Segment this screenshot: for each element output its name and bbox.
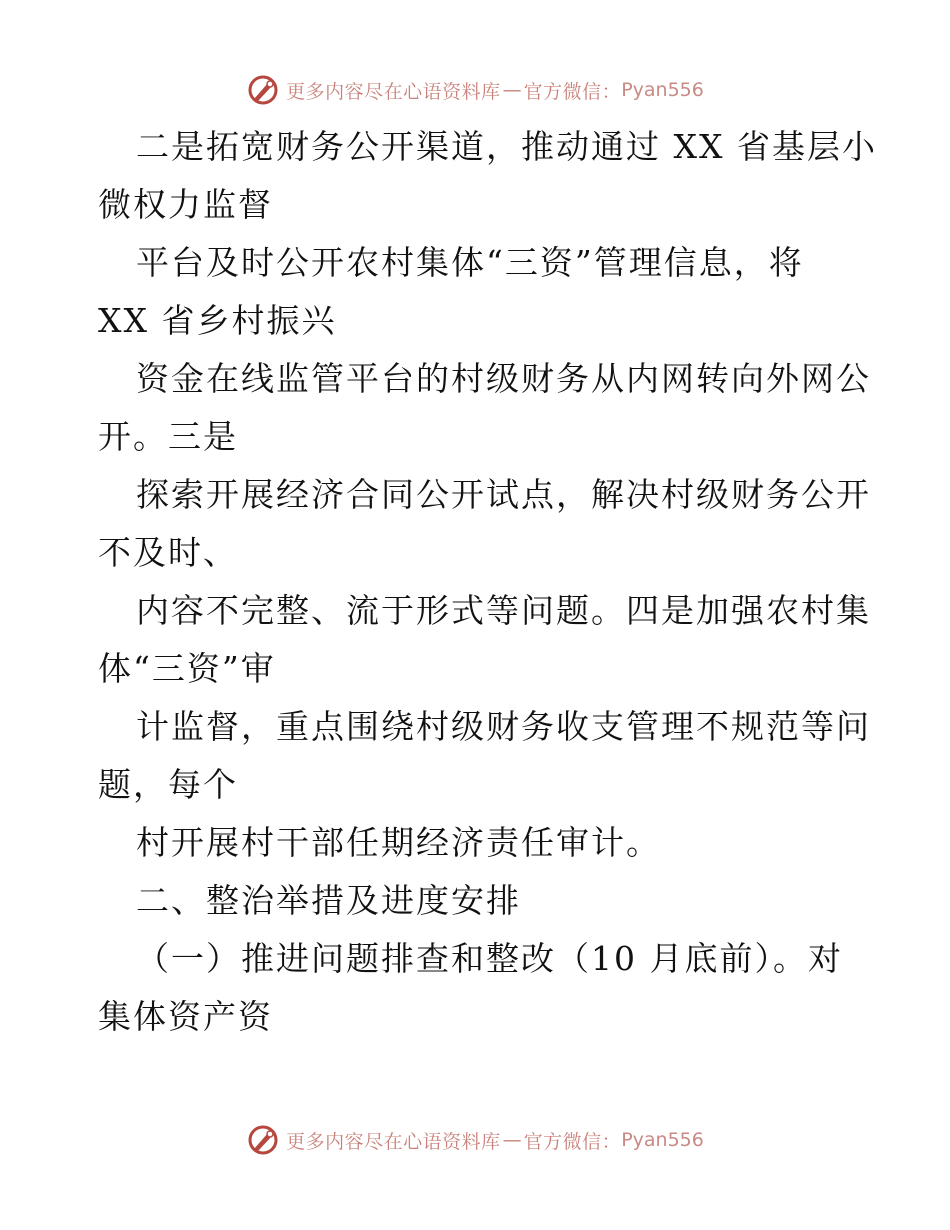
text-line: 探索开展经济合同公开试点，解决村级财务公开 <box>136 475 871 514</box>
watermark-separator: — <box>502 79 522 101</box>
watermark-account: Pyan556 <box>621 79 704 101</box>
text-line: （一）推进问题排查和整改（10 月底前）。对 <box>136 939 843 978</box>
header-watermark <box>0 70 950 110</box>
watermark-suffix: 官方微信： <box>523 1130 622 1153</box>
text-line: 微权力监督 <box>98 185 273 224</box>
text-line: 内容不完整、流于形式等问题。四是加强农村集 <box>136 591 871 630</box>
text-line: 计监督，重点围绕村级财务收支管理不规范等问 <box>136 707 871 746</box>
pen-nib-seal-icon <box>246 73 280 107</box>
text-line: 二是拓宽财务公开渠道，推动通过 XX 省基层小 <box>136 127 877 166</box>
watermark-account: Pyan556 <box>621 1129 704 1151</box>
text-line: 不及时、 <box>98 533 238 572</box>
text-line: 开。三是 <box>98 417 238 456</box>
watermark-separator: — <box>502 1129 522 1151</box>
footer-watermark <box>0 1120 950 1160</box>
watermark-suffix: 官方微信： <box>523 80 622 103</box>
text-line: 平台及时公开农村集体“三资”管理信息，将 <box>136 243 804 282</box>
text-line: 村开展村干部任期经济责任审计。 <box>136 823 661 862</box>
pen-nib-seal-icon <box>246 1123 280 1157</box>
text-line: 集体资产资 <box>98 997 273 1036</box>
text-line: 题，每个 <box>98 765 238 804</box>
text-line: 体“三资”审 <box>98 649 276 688</box>
document-body <box>98 118 877 1046</box>
section-heading: 二、整治举措及进度安排 <box>136 881 521 920</box>
text-line: XX 省乡村振兴 <box>98 301 337 340</box>
text-line: 资金在线监管平台的村级财务从内网转向外网公 <box>136 359 871 398</box>
watermark-brand: 更多内容尽在心语资料库 <box>286 1130 501 1153</box>
watermark-brand: 更多内容尽在心语资料库 <box>286 80 501 103</box>
